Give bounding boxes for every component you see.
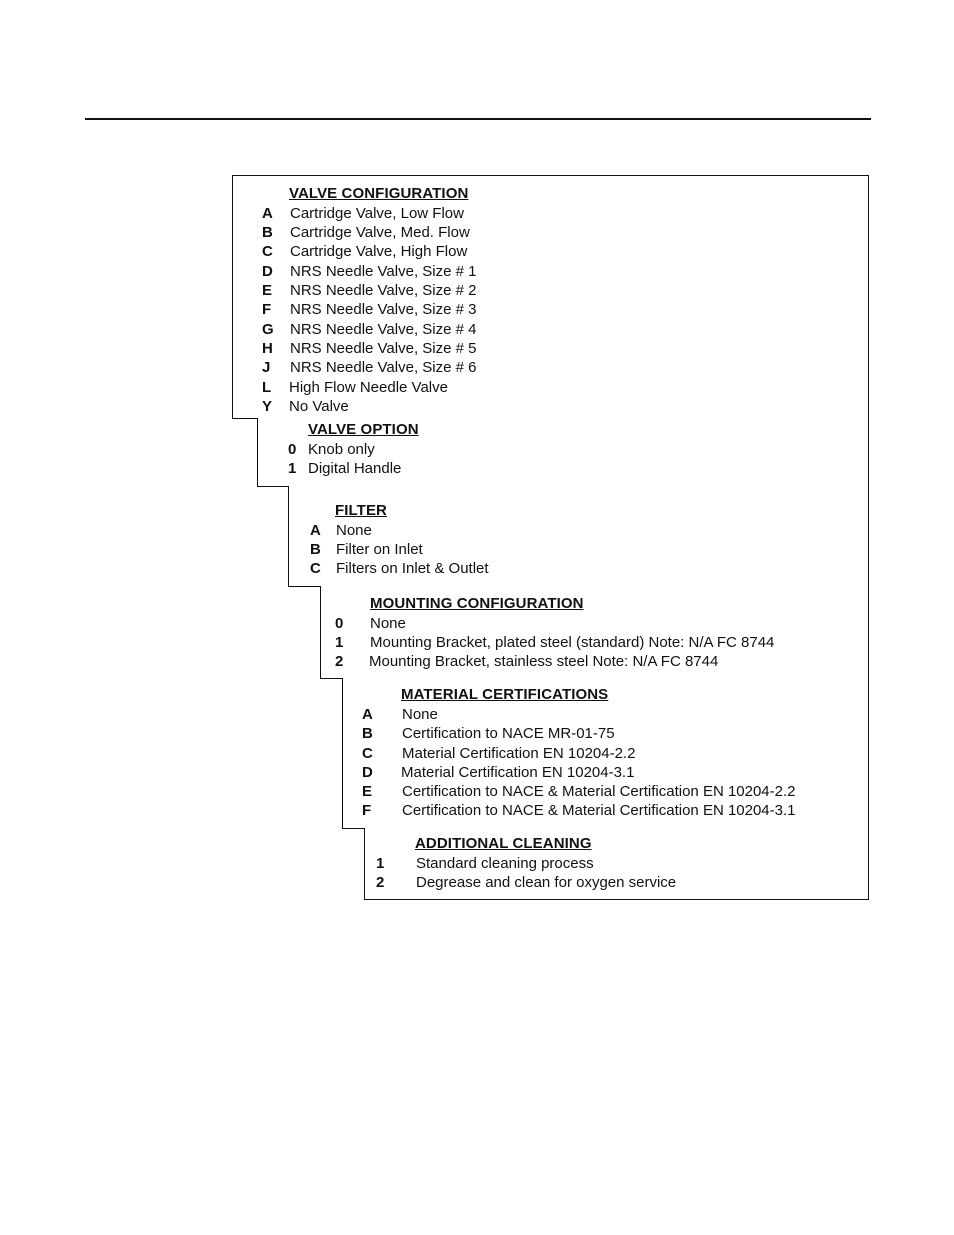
section-title: VALVE OPTION (308, 421, 419, 438)
section-additional-cleaning: ADDITIONAL CLEANING 1 Standard cleaning process 2 Degrease and clean for oxygen service (364, 828, 869, 900)
section-title: FILTER (335, 502, 387, 519)
section-mounting-configuration: MOUNTING CONFIGURATION 0 None 1 Mounting Bracket, plated steel (standard) Note: N/A FC 8744 2 Mounting Bracket, stainless steel Note: N/A FC 8744 (320, 586, 869, 679)
section-title: MATERIAL CERTIFICATIONS (401, 686, 609, 703)
section-material-certifications: MATERIAL CERTIFICATIONS A None B Certification to NACE MR-01-75 C Material Certification EN 10204-2.2 D Material Certification EN 10204-3.1 E Certification to NACE & Material Certification EN 10204-2.2 F Certification to NACE & Material Certification EN 10204-3.1 (342, 678, 869, 829)
section-title: VALVE CONFIGURATION (289, 185, 469, 202)
header-rule (85, 118, 871, 120)
section-filter: FILTER A None B Filter on Inlet C Filters on Inlet & Outlet (288, 486, 869, 587)
section-valve-configuration: VALVE CONFIGURATION A Cartridge Valve, Low Flow B Cartridge Valve, Med. Flow C Cartridge Valve, High Flow D NRS Needle Valve, Size # 1 E NRS Needle Valve, Size # 2 F NRS Needle Valve, Size # 3 G NRS Needle Valve, Size # 4 H NRS Needle Valve, Size # 5 J NRS Needle Valve, Size # 6 L High Flow Needle Valve Y No Valve (232, 175, 869, 419)
section-title: MOUNTING CONFIGURATION (370, 595, 584, 612)
section-valve-option: VALVE OPTION 0 Knob only 1 Digital Handle (257, 418, 869, 487)
section-title: ADDITIONAL CLEANING (415, 835, 592, 852)
